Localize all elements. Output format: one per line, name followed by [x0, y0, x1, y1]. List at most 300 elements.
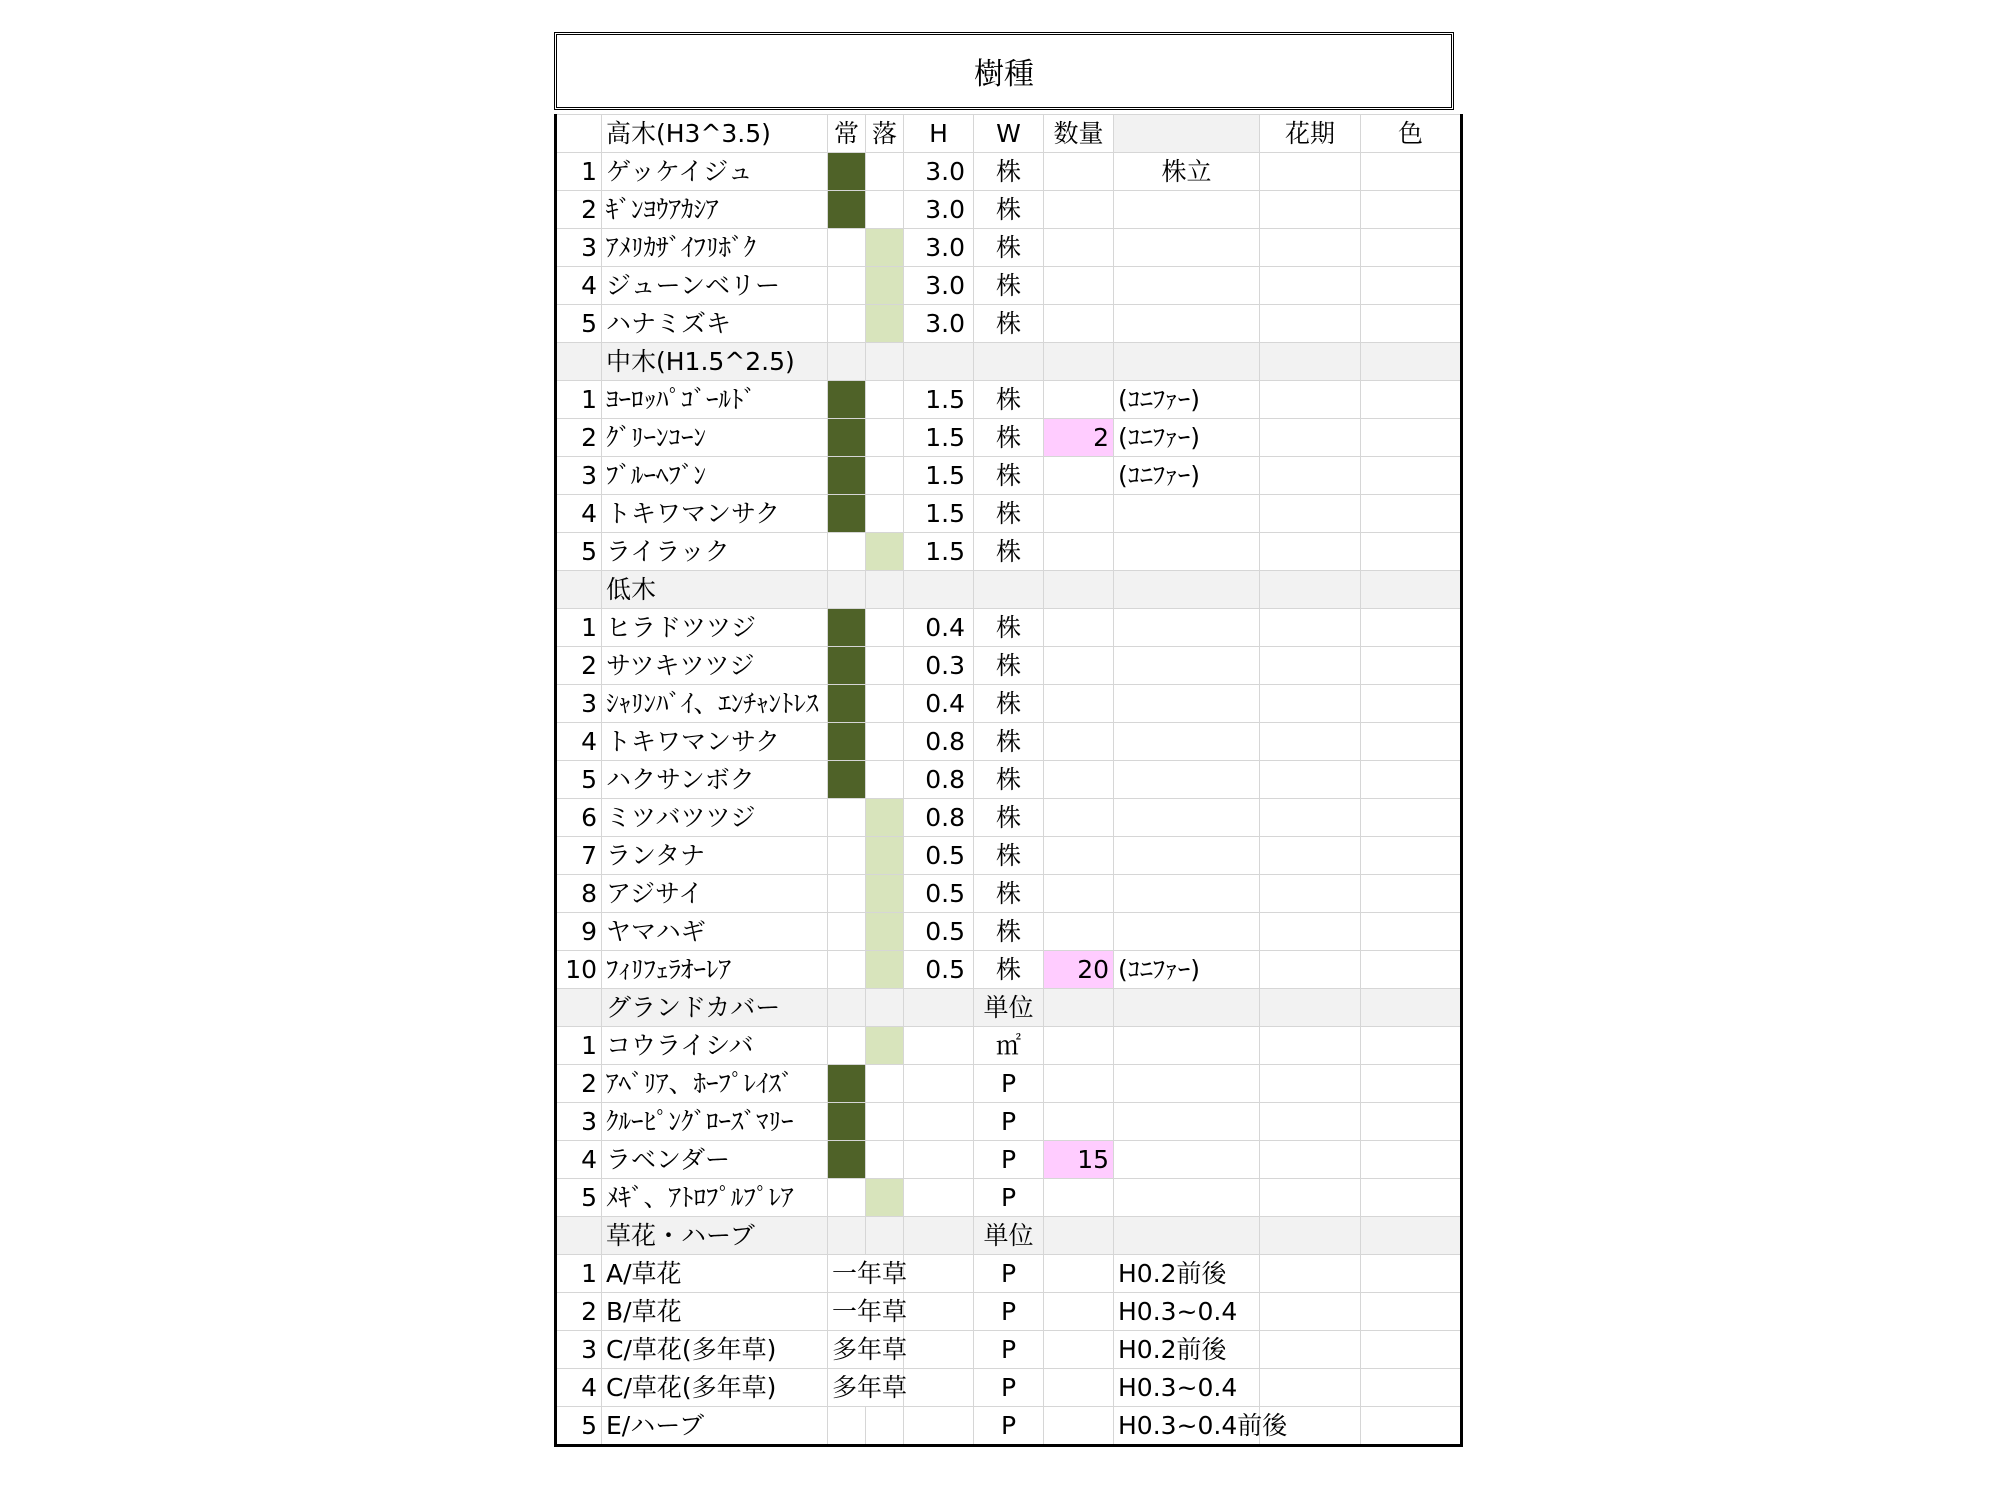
- note-value: [1114, 761, 1260, 799]
- row-number: 5: [556, 533, 602, 571]
- row-number: 2: [556, 191, 602, 229]
- unit-value: 株: [974, 229, 1044, 267]
- deciduous-marker: [866, 1179, 904, 1217]
- section-bloom: [1260, 571, 1361, 609]
- bloom-period: [1260, 1255, 1361, 1293]
- row-number: 5: [556, 305, 602, 343]
- species-name-text: E/ハーブ: [606, 1411, 704, 1440]
- color-value: [1361, 457, 1462, 495]
- section-row: [556, 343, 1462, 381]
- table-row: [556, 533, 1462, 571]
- section-unit-label: [974, 343, 1044, 381]
- section-row: [556, 989, 1462, 1027]
- unit-value: P: [974, 1255, 1044, 1293]
- species-name: [602, 305, 828, 343]
- evergreen-marker: [828, 1179, 866, 1217]
- table-row: [556, 1027, 1462, 1065]
- deciduous-marker: [866, 1103, 904, 1141]
- section-qty: [1044, 1217, 1114, 1255]
- height-value: [904, 1255, 974, 1293]
- quantity-value: [1044, 533, 1114, 571]
- row-number: 8: [556, 875, 602, 913]
- table-row: [556, 229, 1462, 267]
- note-value: H0.2前後: [1114, 1255, 1260, 1293]
- sheet-title: 樹種: [554, 32, 1454, 110]
- section-evergreen: [828, 1217, 866, 1255]
- evergreen-marker: [828, 1141, 866, 1179]
- evergreen-marker: [828, 153, 866, 191]
- table-row: [556, 1103, 1462, 1141]
- table-row: [556, 609, 1462, 647]
- species-name: [602, 153, 828, 191]
- color-value: [1361, 761, 1462, 799]
- row-number: 4: [556, 1369, 602, 1407]
- height-value: 0.8: [904, 799, 974, 837]
- height-value: [904, 1407, 974, 1446]
- color-value: [1361, 1141, 1462, 1179]
- deciduous-marker: [866, 685, 904, 723]
- section-color: [1361, 1217, 1462, 1255]
- note-value: (ｺﾆﾌｧｰ): [1114, 951, 1260, 989]
- color-value: [1361, 267, 1462, 305]
- height-value: [904, 1065, 974, 1103]
- species-name-text: ラベンダー: [606, 1145, 731, 1174]
- bloom-period: [1260, 951, 1361, 989]
- note-value: [1114, 609, 1260, 647]
- note-value: [1114, 267, 1260, 305]
- species-name-text: ヤマハギ: [606, 917, 706, 946]
- unit-value: 株: [974, 647, 1044, 685]
- species-name: [602, 761, 828, 799]
- row-number: 5: [556, 1179, 602, 1217]
- deciduous-marker: [866, 419, 904, 457]
- section-h: [904, 1217, 974, 1255]
- unit-value: P: [974, 1141, 1044, 1179]
- height-value: 1.5: [904, 457, 974, 495]
- note-value: [1114, 533, 1260, 571]
- table-row: [556, 1331, 1462, 1369]
- header-no: [556, 115, 602, 153]
- color-value: [1361, 723, 1462, 761]
- color-value: [1361, 913, 1462, 951]
- row-number: 7: [556, 837, 602, 875]
- species-name-text: ヒラドツツジ: [606, 613, 757, 642]
- quantity-value: [1044, 1407, 1114, 1446]
- species-name-text: トキワマンサク: [606, 499, 781, 528]
- height-value: 3.0: [904, 229, 974, 267]
- section-deciduous: [866, 989, 904, 1027]
- species-name-text: ﾌｨﾘﾌｪﾗｵｰﾚｱ: [606, 955, 732, 984]
- quantity-value: [1044, 1179, 1114, 1217]
- table-row: [556, 1065, 1462, 1103]
- row-number: 3: [556, 1331, 602, 1369]
- unit-value: 株: [974, 457, 1044, 495]
- color-value: [1361, 609, 1462, 647]
- section-evergreen: [828, 571, 866, 609]
- section-bloom: [1260, 1217, 1361, 1255]
- note-value: (ｺﾆﾌｧｰ): [1114, 457, 1260, 495]
- bloom-period: [1260, 1179, 1361, 1217]
- note-value: [1114, 1179, 1260, 1217]
- color-value: [1361, 1331, 1462, 1369]
- unit-value: ㎡: [974, 1027, 1044, 1065]
- row-number: 1: [556, 381, 602, 419]
- deciduous-marker: [866, 951, 904, 989]
- unit-value: 株: [974, 913, 1044, 951]
- species-name: [602, 229, 828, 267]
- unit-value: 株: [974, 837, 1044, 875]
- section-color: [1361, 989, 1462, 1027]
- bloom-period: [1260, 267, 1361, 305]
- table-row: [556, 305, 1462, 343]
- table-row: [556, 191, 1462, 229]
- header-color: 色: [1361, 115, 1462, 153]
- unit-value: 株: [974, 305, 1044, 343]
- table-row: [556, 381, 1462, 419]
- height-value: 1.5: [904, 495, 974, 533]
- species-name: [602, 1179, 828, 1217]
- species-name-text: ｸﾞﾘｰﾝｺｰﾝ: [606, 423, 707, 452]
- section-no: [556, 1217, 602, 1255]
- row-number: 3: [556, 685, 602, 723]
- height-value: 0.5: [904, 913, 974, 951]
- species-name-text: ミツバツツジ: [606, 803, 756, 832]
- header-name: 高木(H3^3.5): [602, 115, 828, 153]
- height-value: [904, 1027, 974, 1065]
- quantity-value: [1044, 837, 1114, 875]
- height-value: 1.5: [904, 419, 974, 457]
- color-value: [1361, 533, 1462, 571]
- color-value: [1361, 1293, 1462, 1331]
- quantity-value: [1044, 381, 1114, 419]
- section-no: [556, 343, 602, 381]
- table-row: [556, 875, 1462, 913]
- row-number: 5: [556, 1407, 602, 1446]
- bloom-period: [1260, 913, 1361, 951]
- color-value: [1361, 799, 1462, 837]
- section-label: グランドカバー: [602, 989, 828, 1027]
- table-row: [556, 1293, 1462, 1331]
- plant-type: 一年草: [828, 1255, 904, 1293]
- quantity-value: [1044, 1027, 1114, 1065]
- species-name-text: ハクサンボク: [606, 765, 755, 794]
- bloom-period: [1260, 229, 1361, 267]
- species-name-text: ランタナ: [606, 841, 706, 870]
- bloom-period: [1260, 723, 1361, 761]
- height-value: [904, 1179, 974, 1217]
- table-row: [556, 837, 1462, 875]
- header-qty: 数量: [1044, 115, 1114, 153]
- species-name: [602, 1369, 828, 1407]
- section-label: 中木(H1.5^2.5): [602, 343, 828, 381]
- species-name-text: トキワマンサク: [606, 727, 781, 756]
- table-row: [556, 1141, 1462, 1179]
- quantity-value: [1044, 913, 1114, 951]
- note-value: [1114, 305, 1260, 343]
- quantity-value: [1044, 305, 1114, 343]
- row-number: 4: [556, 495, 602, 533]
- note-value: [1114, 495, 1260, 533]
- evergreen-marker: [828, 609, 866, 647]
- bloom-period: [1260, 1103, 1361, 1141]
- color-value: [1361, 1103, 1462, 1141]
- row-number: 6: [556, 799, 602, 837]
- table-row: [556, 457, 1462, 495]
- table-row: [556, 647, 1462, 685]
- evergreen-marker: [828, 229, 866, 267]
- species-name: [602, 267, 828, 305]
- section-unit-label: [974, 571, 1044, 609]
- height-value: 0.4: [904, 685, 974, 723]
- color-value: [1361, 495, 1462, 533]
- species-name-text: ﾒｷﾞ、ｱﾄﾛﾌﾟﾙﾌﾟﾚｱ: [606, 1183, 794, 1212]
- deciduous-marker: [866, 229, 904, 267]
- quantity-value: 15: [1044, 1141, 1114, 1179]
- quantity-value: [1044, 609, 1114, 647]
- species-name-text: アジサイ: [606, 879, 704, 908]
- note-value: [1114, 723, 1260, 761]
- bloom-period: [1260, 153, 1361, 191]
- quantity-value: [1044, 1255, 1114, 1293]
- evergreen-marker: [828, 495, 866, 533]
- species-name: [602, 533, 828, 571]
- quantity-value: [1044, 799, 1114, 837]
- species-name-text: C/草花(多年草): [606, 1373, 777, 1402]
- species-name-text: ｸﾙｰﾋﾟﾝｸﾞﾛｰｽﾞﾏﾘｰ: [606, 1107, 794, 1136]
- evergreen-marker: [828, 951, 866, 989]
- unit-value: P: [974, 1407, 1044, 1446]
- row-number: 3: [556, 229, 602, 267]
- row-number: 2: [556, 1293, 602, 1331]
- height-value: 3.0: [904, 305, 974, 343]
- height-value: 0.8: [904, 723, 974, 761]
- bloom-period: [1260, 1065, 1361, 1103]
- section-color: [1361, 571, 1462, 609]
- color-value: [1361, 951, 1462, 989]
- note-value: H0.3~0.4: [1114, 1293, 1260, 1331]
- table-row: [556, 419, 1462, 457]
- note-value: [1114, 1141, 1260, 1179]
- evergreen-marker: [828, 457, 866, 495]
- evergreen-marker: [828, 761, 866, 799]
- note-value: H0.3~0.4: [1114, 1369, 1260, 1407]
- bloom-period: [1260, 761, 1361, 799]
- section-bloom: [1260, 989, 1361, 1027]
- table-row: [556, 799, 1462, 837]
- plant-type: 一年草: [828, 1293, 904, 1331]
- header-w: W: [974, 115, 1044, 153]
- species-name: [602, 495, 828, 533]
- table-row: [556, 685, 1462, 723]
- note-value: (ｺﾆﾌｧｰ): [1114, 381, 1260, 419]
- bloom-period: [1260, 875, 1361, 913]
- species-name-text: コウライシバ: [606, 1031, 754, 1060]
- row-number: 3: [556, 1103, 602, 1141]
- color-value: [1361, 153, 1462, 191]
- species-name-text: ｼｬﾘﾝﾊﾞｲ、ｴﾝﾁｬﾝﾄﾚｽ: [606, 689, 819, 718]
- quantity-value: [1044, 267, 1114, 305]
- height-value: 3.0: [904, 267, 974, 305]
- species-name: [602, 1293, 828, 1331]
- row-number: 9: [556, 913, 602, 951]
- unit-value: 株: [974, 381, 1044, 419]
- species-name: [602, 1027, 828, 1065]
- deciduous-marker: [866, 723, 904, 761]
- row-number: 3: [556, 457, 602, 495]
- note-value: [1114, 875, 1260, 913]
- species-name: [602, 191, 828, 229]
- deciduous-marker: [866, 1065, 904, 1103]
- table-row: [556, 1255, 1462, 1293]
- table-row: [556, 1369, 1462, 1407]
- table-row: [556, 1407, 1462, 1446]
- unit-value: 株: [974, 609, 1044, 647]
- row-number: 4: [556, 723, 602, 761]
- color-value: [1361, 1255, 1462, 1293]
- bloom-period: [1260, 381, 1361, 419]
- quantity-value: 20: [1044, 951, 1114, 989]
- species-name: [602, 1331, 828, 1369]
- color-value: [1361, 1407, 1462, 1446]
- color-value: [1361, 1027, 1462, 1065]
- height-value: 0.4: [904, 609, 974, 647]
- species-name: [602, 1141, 828, 1179]
- plant-type: 多年草: [828, 1369, 904, 1407]
- deciduous-marker: [866, 799, 904, 837]
- quantity-value: [1044, 191, 1114, 229]
- bloom-period: [1260, 647, 1361, 685]
- section-note: [1114, 571, 1260, 609]
- species-name-text: サツキツツジ: [606, 651, 755, 680]
- height-value: 3.0: [904, 153, 974, 191]
- color-value: [1361, 1065, 1462, 1103]
- deciduous-marker: [866, 381, 904, 419]
- evergreen-marker: [828, 191, 866, 229]
- tree-species-table: [554, 114, 1463, 1447]
- species-name-text: ﾌﾞﾙｰﾍﾌﾞﾝ: [606, 461, 707, 490]
- height-value: [904, 1293, 974, 1331]
- species-name: [602, 457, 828, 495]
- unit-value: 株: [974, 191, 1044, 229]
- evergreen-marker: [828, 799, 866, 837]
- bloom-period: [1260, 837, 1361, 875]
- unit-value: 株: [974, 685, 1044, 723]
- evergreen-marker: [828, 685, 866, 723]
- note-value: [1114, 647, 1260, 685]
- quantity-value: 2: [1044, 419, 1114, 457]
- height-value: 0.3: [904, 647, 974, 685]
- quantity-value: [1044, 1293, 1114, 1331]
- section-no: [556, 571, 602, 609]
- color-value: [1361, 837, 1462, 875]
- evergreen-marker: [828, 913, 866, 951]
- note-value: (ｺﾆﾌｧｰ): [1114, 419, 1260, 457]
- row-number: 5: [556, 761, 602, 799]
- row-number: 4: [556, 1141, 602, 1179]
- bloom-period: [1260, 1293, 1361, 1331]
- unit-value: 株: [974, 951, 1044, 989]
- species-name-text: A/草花: [606, 1259, 682, 1288]
- deciduous-marker: [866, 153, 904, 191]
- color-value: [1361, 685, 1462, 723]
- bloom-period: [1260, 533, 1361, 571]
- quantity-value: [1044, 761, 1114, 799]
- evergreen-marker: [828, 875, 866, 913]
- color-value: [1361, 229, 1462, 267]
- bloom-period: [1260, 609, 1361, 647]
- unit-value: 株: [974, 799, 1044, 837]
- quantity-value: [1044, 229, 1114, 267]
- deciduous-marker: [866, 267, 904, 305]
- deciduous-marker: [866, 495, 904, 533]
- section-no: [556, 989, 602, 1027]
- section-note: [1114, 1217, 1260, 1255]
- deciduous-marker: [866, 305, 904, 343]
- unit-value: P: [974, 1103, 1044, 1141]
- plant-type: 多年草: [828, 1331, 904, 1369]
- color-value: [1361, 381, 1462, 419]
- note-value: [1114, 685, 1260, 723]
- species-name-text: ハナミズキ: [606, 309, 732, 338]
- bloom-period: [1260, 419, 1361, 457]
- table-row: [556, 723, 1462, 761]
- note-value: H0.2前後: [1114, 1331, 1260, 1369]
- species-name: [602, 951, 828, 989]
- note-value: [1114, 1065, 1260, 1103]
- species-name-text: ジューンベリー: [606, 271, 781, 300]
- header-deciduous: 落: [866, 115, 904, 153]
- bloom-period: [1260, 457, 1361, 495]
- species-name: [602, 837, 828, 875]
- species-name-text: C/草花(多年草): [606, 1335, 777, 1364]
- header-bloom: 花期: [1260, 115, 1361, 153]
- height-value: 1.5: [904, 381, 974, 419]
- evergreen-marker: [828, 723, 866, 761]
- unit-value: 株: [974, 723, 1044, 761]
- species-name: [602, 799, 828, 837]
- note-value: [1114, 913, 1260, 951]
- section-note: [1114, 343, 1260, 381]
- species-name: [602, 875, 828, 913]
- height-value: 0.8: [904, 761, 974, 799]
- evergreen-marker: [828, 647, 866, 685]
- species-name-text: ｱﾒﾘｶｻﾞｲﾌﾘﾎﾞｸ: [606, 233, 757, 262]
- section-label: 草花・ハーブ: [602, 1217, 828, 1255]
- row-number: 2: [556, 647, 602, 685]
- table-row: [556, 153, 1462, 191]
- quantity-value: [1044, 495, 1114, 533]
- species-name: [602, 609, 828, 647]
- unit-value: 株: [974, 533, 1044, 571]
- deciduous-marker: [866, 1407, 904, 1446]
- species-name-text: ﾖｰﾛｯﾊﾟｺﾞｰﾙﾄﾞ: [606, 385, 757, 414]
- evergreen-marker: [828, 1027, 866, 1065]
- bloom-period: [1260, 1027, 1361, 1065]
- deciduous-marker: [866, 533, 904, 571]
- evergreen-marker: [828, 381, 866, 419]
- evergreen-marker: [828, 419, 866, 457]
- height-value: [904, 1331, 974, 1369]
- row-number: 4: [556, 267, 602, 305]
- bloom-period: [1260, 1141, 1361, 1179]
- unit-value: 株: [974, 267, 1044, 305]
- note-value: H0.3~0.4前後: [1114, 1407, 1260, 1446]
- note-value: [1114, 1027, 1260, 1065]
- section-qty: [1044, 343, 1114, 381]
- deciduous-marker: [866, 647, 904, 685]
- species-name: [602, 1255, 828, 1293]
- color-value: [1361, 191, 1462, 229]
